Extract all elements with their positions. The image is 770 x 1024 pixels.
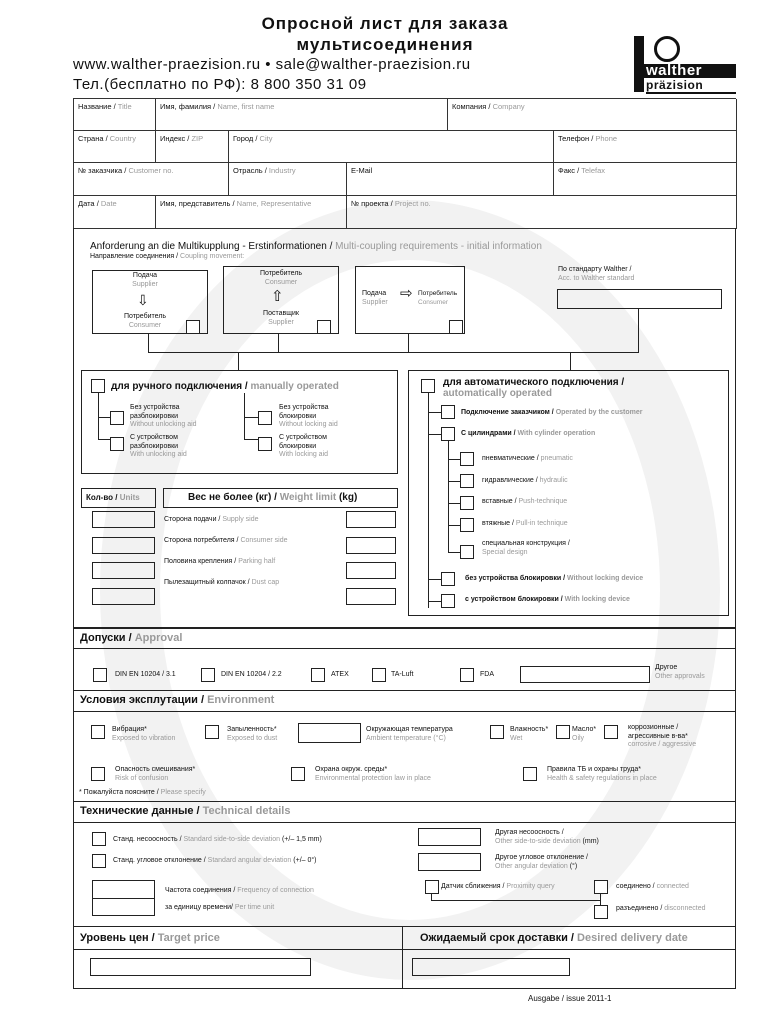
hydraulic-checkbox[interactable] [460, 474, 474, 488]
label-en: Standard side-to-side deviation [183, 836, 281, 843]
manual-title [111, 381, 339, 392]
label: Правила ТБ и охраны труда* [547, 766, 641, 773]
disconnected-checkbox[interactable] [594, 905, 608, 919]
per-time-unit-label [165, 904, 274, 913]
label: Запыленность* [227, 726, 277, 733]
std-deviation-checkbox[interactable] [92, 832, 106, 846]
label: Другое угловое отклонение / [495, 854, 588, 861]
label: Имя, представитель / [160, 199, 237, 208]
walther-logo [634, 36, 738, 94]
label: Частота соединения / [165, 887, 238, 894]
other-deviation-input[interactable] [418, 828, 481, 846]
delivery-label [420, 933, 688, 944]
with-locking-device-label [465, 596, 630, 605]
units-consumer-label [164, 537, 288, 546]
units-parking-label [164, 558, 275, 567]
label: Город / [233, 134, 260, 143]
field-representative[interactable] [156, 196, 347, 229]
label: без устройства блокировки / [465, 575, 567, 582]
label-en: With locking aid [279, 451, 329, 458]
please-specify-note [79, 789, 206, 798]
label-en: manually operated [250, 381, 339, 392]
label: Другая несоосность / [495, 829, 564, 836]
oily-checkbox[interactable] [556, 725, 570, 739]
label: Потребитель [418, 290, 458, 297]
label: втяжные / [482, 520, 516, 527]
logo-text-top: walther [646, 62, 703, 79]
label: E-Mail [351, 166, 373, 175]
label: разъединено / [616, 905, 665, 912]
automatic-title [443, 377, 624, 399]
environment-header [73, 691, 736, 712]
label: Вибрация* [112, 726, 147, 733]
cylinder-operation-label [461, 430, 595, 439]
value: (°) [567, 862, 578, 870]
logo-text-bottom: präzision [646, 78, 736, 94]
label-en: Oily [572, 734, 585, 742]
pull-in-checkbox[interactable] [460, 518, 474, 532]
label-en: Project no. [394, 199, 431, 208]
label-en: Proximity query [506, 883, 555, 890]
label: * Пожалуйста поясните / [79, 789, 161, 796]
label: Направление соединения / [90, 253, 181, 260]
approval-header [73, 628, 736, 649]
label: Без устройства блокировки [279, 404, 329, 420]
frequency-label [165, 887, 314, 896]
other-approvals-label [655, 664, 705, 681]
label: Станд. несоосность / [113, 836, 184, 843]
label: Датчик сближения / [441, 883, 507, 890]
label-en: Name, Representative [236, 199, 312, 208]
label: Допуски / [80, 632, 135, 644]
label: коррозионные / агрессивные в-ва* [628, 724, 688, 740]
arrow-right-icon: ⇨ [400, 285, 413, 302]
label: Технические данные / [80, 805, 203, 817]
label: Ожидаемый срок доставки / [420, 932, 578, 944]
without-locking-device-label [465, 575, 643, 584]
units-supply-label [164, 516, 259, 525]
label-en: Other approvals [655, 672, 705, 680]
label-en: Supplier [132, 280, 158, 288]
label-en: ZIP [191, 134, 204, 143]
label-en: Dust cap [251, 579, 280, 586]
proximity-checkbox[interactable] [425, 880, 439, 894]
din-31-checkbox[interactable] [93, 668, 107, 682]
req-title [90, 241, 542, 252]
label-en: Ambient temperature (°C) [366, 734, 446, 742]
automatic-checkbox[interactable] [421, 379, 435, 393]
label-en: corrosive / aggressive [628, 741, 697, 748]
connected-label [616, 883, 689, 892]
label-en: Consumer [264, 278, 298, 286]
logo-emblem-icon [654, 36, 680, 62]
env-protection-label [315, 766, 431, 783]
label: Потребитель [123, 313, 167, 320]
label: Подключение заказчиком / [461, 409, 556, 416]
unit: (kg) [336, 492, 358, 503]
label: С устройством разблокировки [130, 434, 179, 450]
special-design-checkbox[interactable] [460, 545, 474, 559]
label-en: automatically operated [443, 388, 552, 399]
label-en: pneumatic [540, 455, 573, 462]
label: Телефон / [558, 134, 596, 143]
pneumatic-label [482, 455, 573, 464]
label: Уровень цен / [80, 932, 158, 944]
with-locking-device-checkbox[interactable] [441, 594, 455, 608]
field-name[interactable] [156, 99, 448, 131]
label-en: Technical details [202, 805, 291, 817]
with-locking-aid-label [279, 434, 328, 460]
label-en: Title [117, 102, 132, 111]
label-en: Special design [482, 548, 528, 556]
label: специальная конструкция / [482, 540, 570, 547]
din-22-label: DIN EN 10204 / 2.2 [221, 671, 282, 678]
special-design-label [482, 540, 570, 557]
field-industry[interactable] [229, 163, 347, 196]
req-title-de: Anforderung an die Multikupplung - Erstinformationen / [90, 241, 336, 252]
weight-dustcap-input[interactable] [346, 588, 396, 605]
label: Станд. угловое отклонение / [113, 857, 208, 864]
req-direction [90, 253, 244, 262]
din-22-checkbox[interactable] [201, 668, 215, 682]
label-en: Per time unit [234, 904, 275, 911]
label-en: With unlocking aid [130, 451, 187, 458]
vibration-checkbox[interactable] [91, 725, 105, 739]
label-en: Target price [157, 932, 220, 944]
push-technique-label [482, 498, 567, 507]
label-en: Without locking device [567, 575, 644, 582]
label: Пылезащитный колпачок / [164, 579, 252, 586]
label: № проекта / [351, 199, 395, 208]
hydraulic-label [482, 477, 568, 486]
label: № заказчика / [78, 166, 129, 175]
label-en: Supplier [362, 298, 388, 306]
page-title: Опросной лист для заказа [261, 14, 509, 33]
weight-parking-input[interactable] [346, 562, 396, 579]
wet-label [510, 726, 548, 743]
health-safety-checkbox[interactable] [523, 767, 537, 781]
page-subtitle: мультисоединения [296, 35, 474, 54]
price-label [80, 933, 220, 944]
field-city[interactable] [229, 131, 554, 163]
label-en: Standard angular deviation [207, 857, 292, 864]
vibration-label [112, 726, 175, 743]
atex-checkbox[interactable] [311, 668, 325, 682]
units-supply-input[interactable] [92, 511, 155, 528]
other-angular-label [495, 854, 588, 871]
operated-by-customer-label [461, 409, 642, 418]
without-locking-aid-checkbox[interactable] [258, 411, 272, 425]
atex-label: ATEX [331, 671, 349, 678]
label-en: Desired delivery date [577, 932, 688, 944]
label: вставные / [482, 498, 519, 505]
value: (mm) [580, 837, 599, 845]
label: Подача [132, 272, 158, 279]
label: По стандарту Walther / [558, 266, 632, 273]
label: Потребитель [259, 270, 303, 277]
label: за единицу времени/ [165, 904, 235, 911]
wet-checkbox[interactable] [490, 725, 504, 739]
confusion-checkbox[interactable] [91, 767, 105, 781]
label: С устройством блокировки [279, 434, 327, 450]
confusion-label [115, 766, 195, 783]
target-price-input[interactable] [90, 958, 311, 976]
label-en: Phone [595, 134, 618, 143]
weight-consumer-input[interactable] [346, 537, 396, 554]
pneumatic-checkbox[interactable] [460, 452, 474, 466]
label-en: disconnected [664, 905, 706, 912]
field-date[interactable] [74, 196, 156, 229]
label-en: Name, first name [217, 102, 275, 111]
walther-standard-field[interactable] [557, 289, 722, 309]
label: Охрана окруж. среды* [315, 766, 388, 773]
health-safety-label [547, 766, 657, 783]
label-en: hydraulic [539, 477, 568, 484]
label: Влажность* [510, 726, 549, 733]
label: Кол-во / [86, 493, 120, 502]
label-en: Coupling movement: [180, 253, 245, 260]
label-en: Without unlocking aid [130, 421, 197, 428]
label-en: Consumer side [240, 537, 288, 544]
label: Масло* [572, 726, 597, 733]
label: Другое [655, 664, 678, 671]
arrow-up-icon: ⇧ [271, 288, 284, 305]
corrosive-checkbox[interactable] [604, 725, 618, 739]
label-en: Other angular deviation [495, 862, 568, 870]
with-unlocking-label [130, 434, 187, 460]
label: С цилиндрами / [461, 430, 518, 437]
label: для ручного подключения / [111, 381, 251, 392]
label-en: Environmental protection law in place [315, 774, 431, 782]
label-en: Company [492, 102, 525, 111]
temperature-input[interactable] [298, 723, 361, 743]
label-en: With locking device [564, 596, 630, 603]
weight-supply-input[interactable] [346, 511, 396, 528]
label-en: Approval [134, 632, 183, 644]
label-en: Risk of confusion [115, 774, 169, 782]
delivery-date-input[interactable] [412, 958, 570, 976]
din-31-label: DIN EN 10204 / 3.1 [115, 671, 176, 678]
label-en: Acc. to Walther standard [558, 274, 635, 282]
label-en: Pull-in technique [515, 520, 568, 527]
fda-label: FDA [480, 671, 494, 678]
label: Вес не более (кг) / [188, 492, 280, 503]
label-en: Industry [268, 166, 296, 175]
label-en: Supply side [222, 516, 259, 523]
label: пневматические / [482, 455, 541, 462]
contact-web-email: www.walther-praezision.ru • sale@walther-praezision.ru [73, 56, 471, 73]
field-email[interactable] [347, 163, 554, 196]
pull-in-label [482, 520, 568, 529]
label-en: Consumer [128, 321, 162, 329]
push-technique-checkbox[interactable] [460, 496, 474, 510]
label: Факс / [558, 166, 582, 175]
label: Страна / [78, 134, 110, 143]
label-en: Telefax [581, 166, 606, 175]
label: Название / [78, 102, 118, 111]
other-angular-input[interactable] [418, 853, 481, 871]
header-table [73, 98, 736, 228]
direction-3-checkbox[interactable] [449, 320, 463, 334]
label-en: Units [119, 493, 140, 502]
label-en: City [259, 134, 273, 143]
direction-1-checkbox[interactable] [186, 320, 200, 334]
label-en: With cylinder operation [517, 430, 596, 437]
label: Сторона подачи / [164, 516, 223, 523]
label: Без устройства разблокировки [130, 404, 180, 420]
req-title-en: Multi-coupling requirements - initial information [335, 241, 542, 252]
value: (+/– 0°) [291, 857, 317, 864]
without-locking-device-checkbox[interactable] [441, 572, 455, 586]
std-angular-checkbox[interactable] [92, 854, 106, 868]
field-phone[interactable] [554, 131, 737, 163]
label: Поставщик [263, 310, 299, 317]
oily-label [572, 726, 596, 743]
label-en: Push-technique [518, 498, 568, 505]
label: Подача [362, 290, 387, 297]
arrow-down-icon: ⇩ [137, 292, 149, 308]
label: Условия эксплутации / [80, 694, 208, 706]
field-country[interactable] [74, 131, 156, 163]
with-locking-aid-checkbox[interactable] [258, 437, 272, 451]
label-en: Parking half [238, 558, 276, 565]
dust-checkbox[interactable] [205, 725, 219, 739]
std-angular-label [113, 857, 317, 866]
label: соединено / [616, 883, 657, 890]
technical-header [73, 802, 736, 823]
proximity-label [441, 883, 555, 892]
label-en: Health & safety regulations in place [547, 774, 657, 782]
label-en: Supplier [268, 318, 294, 326]
connected-checkbox[interactable] [594, 880, 608, 894]
label: Окружающая температура [366, 726, 453, 733]
label: Дата / [78, 199, 101, 208]
label: Индекс / [160, 134, 192, 143]
field-company[interactable] [448, 99, 737, 131]
units-dustcap-input[interactable] [92, 588, 155, 605]
label-en: Exposed to vibration [112, 734, 176, 742]
label-en: Without locking aid [279, 421, 338, 428]
field-project-no[interactable] [347, 196, 737, 229]
with-unlocking-checkbox[interactable] [110, 437, 124, 451]
label-en: Country [109, 134, 137, 143]
label-en: connected [656, 883, 689, 890]
units-dustcap-label [164, 579, 279, 588]
value: (+/– 1,5 mm) [280, 836, 322, 843]
fda-checkbox[interactable] [460, 668, 474, 682]
label: с устройством блокировки / [465, 596, 565, 603]
corrosive-label [628, 724, 696, 750]
env-protection-checkbox[interactable] [291, 767, 305, 781]
label-en: Date [100, 199, 117, 208]
label-en: Frequency of connection [237, 887, 314, 894]
other-approvals-input[interactable] [520, 666, 650, 683]
label: для автоматического подключения / [443, 377, 625, 388]
units-parking-input[interactable] [92, 562, 155, 579]
disconnected-label [616, 905, 706, 914]
field-customer-no[interactable] [74, 163, 229, 196]
label-en: Other side-to-side deviation [495, 837, 581, 845]
without-unlocking-checkbox[interactable] [110, 411, 124, 425]
without-locking-aid-label [279, 404, 338, 430]
label-en: Customer no. [128, 166, 174, 175]
label-en: Environment [207, 694, 275, 706]
label-en: Operated by the customer [555, 409, 643, 416]
field-zip[interactable] [156, 131, 229, 163]
temperature-label [366, 726, 453, 743]
label-en: Exposed to dust [227, 734, 278, 742]
field-fax[interactable] [554, 163, 737, 196]
other-deviation-label [495, 829, 599, 846]
contact-phone: Тел.(бесплатно по РФ): 8 800 350 31 09 [73, 76, 367, 93]
label: Половина крепления / [164, 558, 239, 565]
operated-by-customer-checkbox[interactable] [441, 405, 455, 419]
weight-label [188, 492, 357, 503]
direction-2-checkbox[interactable] [317, 320, 331, 334]
ta-luft-checkbox[interactable] [372, 668, 386, 682]
label: Отрасль / [233, 166, 269, 175]
ta-luft-label: TA-Luft [391, 671, 414, 678]
label: Компания / [452, 102, 493, 111]
label: Опасность смешивания* [115, 766, 196, 773]
issue-footer: Ausgabe / issue 2011-1 [528, 994, 612, 1003]
label-en: Weight limit [279, 492, 337, 503]
label-en: Please specify [160, 789, 206, 796]
label: Сторона потребителя / [164, 537, 241, 544]
label: гидравлические / [482, 477, 540, 484]
dust-label [227, 726, 277, 743]
without-unlocking-label [130, 404, 197, 430]
label-en: Wet [510, 734, 523, 742]
label-en: Consumer [418, 298, 448, 306]
units-consumer-input[interactable] [92, 537, 155, 554]
manual-checkbox[interactable] [91, 379, 105, 393]
label: Имя, фамилия / [160, 102, 218, 111]
field-title[interactable] [74, 99, 156, 131]
units-label [86, 493, 140, 503]
std-deviation-label [113, 836, 322, 845]
cylinder-operation-checkbox[interactable] [441, 427, 455, 441]
